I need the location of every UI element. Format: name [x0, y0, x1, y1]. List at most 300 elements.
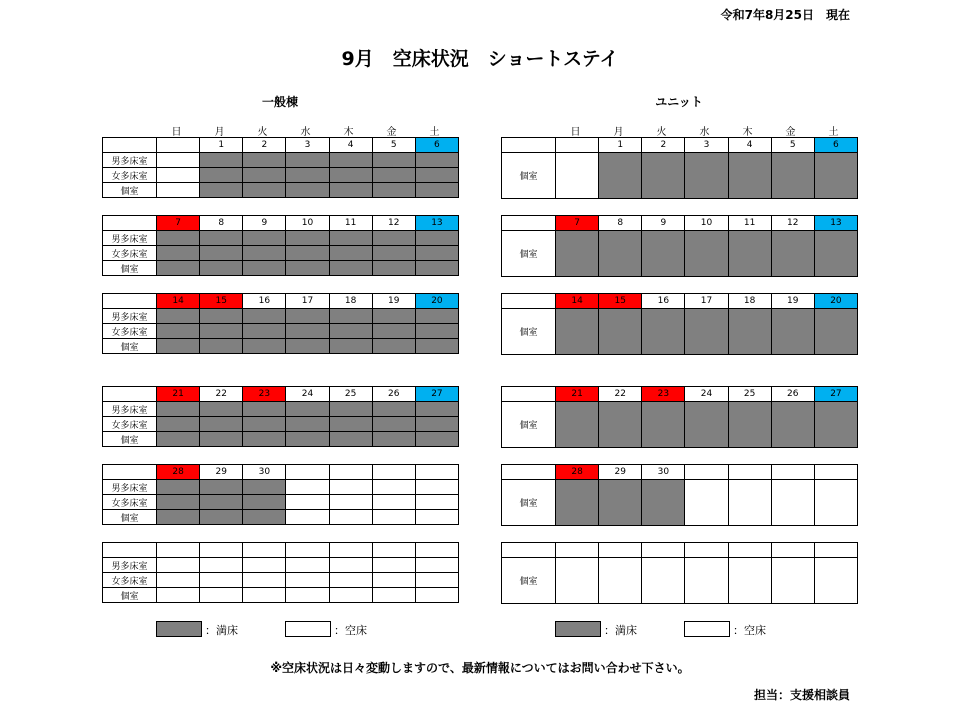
- legend-full-label: ：満床: [205, 624, 238, 637]
- room-type-label: 個室: [502, 231, 556, 277]
- room-type-label: 個室: [103, 510, 157, 525]
- date-cell: 5: [372, 138, 415, 153]
- unit-weekday-4: 木: [742, 127, 753, 138]
- date-cell: [556, 543, 599, 558]
- occupancy-cell-full: [286, 402, 329, 417]
- occupancy-cell-empty: [556, 558, 599, 604]
- date-cell: 18: [329, 294, 372, 309]
- current-date: 令和7年8月25日 現在: [720, 8, 850, 22]
- occupancy-cell-full: [200, 480, 243, 495]
- general-ward-title: 一般棟: [261, 95, 298, 109]
- occupancy-cell-empty: [243, 573, 286, 588]
- occupancy-cell-empty: [685, 480, 728, 526]
- date-cell: [642, 543, 685, 558]
- unit-weekday-1: 月: [613, 127, 624, 138]
- date-cell: [599, 543, 642, 558]
- occupancy-cell-empty: [814, 558, 857, 604]
- occupancy-cell-full: [329, 246, 372, 261]
- date-cell: 3: [286, 138, 329, 153]
- date-cell: 22: [599, 387, 642, 402]
- occupancy-cell-empty: [771, 480, 814, 526]
- date-cell: 12: [372, 216, 415, 231]
- date-cell: 9: [243, 216, 286, 231]
- date-cell: 13: [415, 216, 458, 231]
- date-row-label: [103, 465, 157, 480]
- occupancy-cell-full: [200, 510, 243, 525]
- occupancy-cell-empty: [556, 153, 599, 199]
- room-type-label: 男多床室: [103, 558, 157, 573]
- occupancy-cell-full: [814, 231, 857, 277]
- date-cell: [200, 543, 243, 558]
- date-cell: 21: [556, 387, 599, 402]
- date-cell: 19: [372, 294, 415, 309]
- occupancy-cell-empty: [599, 558, 642, 604]
- notice-text: ※空床状況は日々変動しますので、最新情報についてはお問い合わせ下さい。: [270, 661, 690, 675]
- general-weekday-4: 木: [343, 127, 354, 138]
- occupancy-cell-full: [771, 402, 814, 448]
- room-type-label: 個室: [103, 588, 157, 603]
- occupancy-cell-full: [728, 309, 771, 355]
- occupancy-cell-empty: [415, 558, 458, 573]
- occupancy-cell-full: [556, 402, 599, 448]
- date-cell: 16: [642, 294, 685, 309]
- date-row-label: [103, 387, 157, 402]
- date-cell: 14: [556, 294, 599, 309]
- unit-weekday-6: 土: [828, 127, 839, 138]
- date-cell: 20: [415, 294, 458, 309]
- general-weekday-2: 火: [257, 127, 268, 138]
- unit-week-5-table: [501, 464, 858, 526]
- occupancy-cell-full: [642, 402, 685, 448]
- date-cell: 24: [286, 387, 329, 402]
- occupancy-cell-full: [286, 339, 329, 354]
- occupancy-cell-full: [200, 231, 243, 246]
- occupancy-cell-full: [286, 183, 329, 198]
- occupancy-cell-full: [599, 480, 642, 526]
- general-week-4-table: [102, 386, 459, 447]
- date-cell: [329, 543, 372, 558]
- date-cell: 25: [728, 387, 771, 402]
- occupancy-cell-full: [814, 402, 857, 448]
- unit-ward-title: ユニット: [655, 95, 703, 109]
- occupancy-cell-full: [372, 309, 415, 324]
- occupancy-cell-full: [157, 480, 200, 495]
- occupancy-cell-full: [556, 231, 599, 277]
- occupancy-cell-full: [415, 417, 458, 432]
- occupancy-cell-full: [415, 432, 458, 447]
- date-cell: 19: [771, 294, 814, 309]
- room-type-label: 個室: [502, 480, 556, 526]
- date-cell: 29: [599, 465, 642, 480]
- occupancy-cell-full: [814, 309, 857, 355]
- occupancy-cell-full: [329, 402, 372, 417]
- date-cell: 2: [243, 138, 286, 153]
- date-row-label: [103, 294, 157, 309]
- date-cell: 30: [243, 465, 286, 480]
- occupancy-cell-full: [372, 432, 415, 447]
- date-cell: [157, 543, 200, 558]
- room-type-label: 個室: [103, 339, 157, 354]
- occupancy-cell-empty: [286, 558, 329, 573]
- occupancy-cell-full: [286, 324, 329, 339]
- unit-week-3-table: [501, 293, 858, 355]
- occupancy-cell-empty: [200, 588, 243, 603]
- date-cell: 25: [329, 387, 372, 402]
- date-cell: 8: [200, 216, 243, 231]
- occupancy-cell-full: [685, 402, 728, 448]
- general-week-1-table: [102, 137, 459, 198]
- date-cell: 4: [728, 138, 771, 153]
- room-type-label: 男多床室: [103, 153, 157, 168]
- date-cell: 28: [556, 465, 599, 480]
- date-cell: 18: [728, 294, 771, 309]
- occupancy-cell-empty: [200, 558, 243, 573]
- room-type-label: 女多床室: [103, 495, 157, 510]
- occupancy-cell-full: [685, 153, 728, 199]
- occupancy-cell-empty: [415, 480, 458, 495]
- room-type-label: 女多床室: [103, 417, 157, 432]
- occupancy-cell-empty: [243, 558, 286, 573]
- occupancy-cell-empty: [286, 573, 329, 588]
- date-cell: 26: [372, 387, 415, 402]
- occupancy-cell-full: [243, 417, 286, 432]
- occupancy-cell-full: [415, 261, 458, 276]
- occupancy-cell-full: [728, 153, 771, 199]
- occupancy-cell-empty: [642, 558, 685, 604]
- unit-legend-empty-label: ：空床: [733, 624, 766, 637]
- date-row-label: [502, 294, 556, 309]
- occupancy-cell-full: [599, 402, 642, 448]
- general-weekday-1: 月: [214, 127, 225, 138]
- occupancy-cell-empty: [329, 480, 372, 495]
- occupancy-cell-empty: [286, 588, 329, 603]
- date-cell: 13: [814, 216, 857, 231]
- date-cell: [728, 543, 771, 558]
- occupancy-cell-full: [415, 231, 458, 246]
- occupancy-cell-empty: [372, 480, 415, 495]
- date-cell: 20: [814, 294, 857, 309]
- occupancy-cell-full: [329, 309, 372, 324]
- occupancy-cell-empty: [415, 588, 458, 603]
- occupancy-cell-full: [243, 183, 286, 198]
- occupancy-cell-full: [372, 183, 415, 198]
- date-cell: [728, 465, 771, 480]
- date-cell: [372, 465, 415, 480]
- room-type-label: 個室: [103, 183, 157, 198]
- occupancy-cell-full: [157, 510, 200, 525]
- legend-empty-label: ：空床: [334, 624, 367, 637]
- occupancy-cell-full: [157, 261, 200, 276]
- date-cell: [286, 543, 329, 558]
- occupancy-cell-full: [157, 495, 200, 510]
- date-cell: 2: [642, 138, 685, 153]
- occupancy-cell-full: [286, 168, 329, 183]
- unit-legend-full-swatch: [555, 621, 601, 637]
- date-row-label: [103, 216, 157, 231]
- date-cell: 27: [814, 387, 857, 402]
- room-type-label: 個室: [502, 153, 556, 199]
- occupancy-cell-full: [243, 309, 286, 324]
- occupancy-cell-full: [157, 324, 200, 339]
- date-row-label: [103, 138, 157, 153]
- occupancy-cell-full: [814, 153, 857, 199]
- occupancy-cell-full: [329, 324, 372, 339]
- occupancy-cell-full: [157, 339, 200, 354]
- date-cell: 30: [642, 465, 685, 480]
- date-cell: 23: [642, 387, 685, 402]
- occupancy-cell-full: [415, 183, 458, 198]
- date-cell: 22: [200, 387, 243, 402]
- occupancy-cell-empty: [415, 510, 458, 525]
- occupancy-cell-full: [200, 324, 243, 339]
- occupancy-cell-empty: [329, 588, 372, 603]
- general-week-5-table: [102, 464, 459, 525]
- occupancy-cell-full: [286, 417, 329, 432]
- date-row-label: [103, 543, 157, 558]
- date-cell: [415, 543, 458, 558]
- date-cell: 7: [157, 216, 200, 231]
- occupancy-cell-full: [286, 261, 329, 276]
- date-cell: 26: [771, 387, 814, 402]
- occupancy-cell-full: [200, 183, 243, 198]
- date-cell: 1: [599, 138, 642, 153]
- date-cell: 11: [728, 216, 771, 231]
- occupancy-cell-full: [243, 168, 286, 183]
- date-cell: 27: [415, 387, 458, 402]
- occupancy-cell-full: [243, 231, 286, 246]
- date-row-label: [502, 387, 556, 402]
- occupancy-cell-full: [415, 309, 458, 324]
- occupancy-cell-full: [157, 417, 200, 432]
- occupancy-cell-full: [415, 153, 458, 168]
- room-type-label: 女多床室: [103, 246, 157, 261]
- occupancy-cell-empty: [329, 558, 372, 573]
- occupancy-cell-full: [286, 231, 329, 246]
- occupancy-cell-full: [372, 324, 415, 339]
- occupancy-cell-empty: [372, 510, 415, 525]
- date-cell: 3: [685, 138, 728, 153]
- occupancy-cell-empty: [685, 558, 728, 604]
- date-cell: 8: [599, 216, 642, 231]
- occupancy-cell-full: [685, 231, 728, 277]
- unit-weekday-0: 日: [570, 127, 581, 138]
- unit-legend-empty-swatch: [684, 621, 730, 637]
- occupancy-cell-full: [329, 168, 372, 183]
- occupancy-cell-full: [243, 261, 286, 276]
- occupancy-cell-full: [243, 480, 286, 495]
- occupancy-cell-full: [243, 402, 286, 417]
- date-cell: 1: [200, 138, 243, 153]
- occupancy-cell-empty: [814, 480, 857, 526]
- occupancy-cell-empty: [329, 510, 372, 525]
- date-row-label: [502, 465, 556, 480]
- occupancy-cell-empty: [286, 480, 329, 495]
- date-cell: 16: [243, 294, 286, 309]
- page-title: 9月 空床状況 ショートステイ: [341, 48, 619, 70]
- unit-week-6-table: [501, 542, 858, 604]
- occupancy-cell-full: [599, 153, 642, 199]
- occupancy-cell-full: [243, 510, 286, 525]
- date-cell: 6: [814, 138, 857, 153]
- date-row-label: [502, 138, 556, 153]
- occupancy-cell-full: [243, 153, 286, 168]
- occupancy-cell-full: [415, 246, 458, 261]
- room-type-label: 女多床室: [103, 573, 157, 588]
- date-cell: [685, 465, 728, 480]
- general-weekday-3: 水: [300, 127, 311, 138]
- unit-weekday-2: 火: [656, 127, 667, 138]
- date-cell: [157, 138, 200, 153]
- occupancy-cell-full: [243, 339, 286, 354]
- occupancy-cell-full: [200, 246, 243, 261]
- occupancy-cell-full: [415, 168, 458, 183]
- occupancy-cell-full: [243, 432, 286, 447]
- date-cell: 24: [685, 387, 728, 402]
- room-type-label: 男多床室: [103, 480, 157, 495]
- occupancy-cell-full: [200, 432, 243, 447]
- date-cell: [372, 543, 415, 558]
- occupancy-cell-full: [556, 309, 599, 355]
- occupancy-cell-full: [599, 309, 642, 355]
- unit-week-4-table: [501, 386, 858, 448]
- date-cell: 10: [286, 216, 329, 231]
- occupancy-cell-empty: [200, 573, 243, 588]
- occupancy-cell-empty: [372, 495, 415, 510]
- occupancy-cell-full: [642, 309, 685, 355]
- date-cell: [415, 465, 458, 480]
- room-type-label: 個室: [502, 558, 556, 604]
- occupancy-cell-full: [372, 402, 415, 417]
- room-type-label: 男多床室: [103, 309, 157, 324]
- date-cell: 17: [286, 294, 329, 309]
- date-cell: 14: [157, 294, 200, 309]
- occupancy-cell-full: [728, 402, 771, 448]
- room-type-label: 個室: [502, 309, 556, 355]
- occupancy-cell-full: [286, 309, 329, 324]
- date-row-label: [502, 216, 556, 231]
- occupancy-cell-empty: [415, 573, 458, 588]
- room-type-label: 個室: [502, 402, 556, 448]
- date-cell: 10: [685, 216, 728, 231]
- occupancy-cell-full: [685, 309, 728, 355]
- occupancy-cell-full: [200, 402, 243, 417]
- occupancy-cell-full: [556, 480, 599, 526]
- occupancy-cell-empty: [728, 480, 771, 526]
- legend-full-swatch: [156, 621, 202, 637]
- room-type-label: 男多床室: [103, 402, 157, 417]
- general-weekday-6: 土: [429, 127, 440, 138]
- occupancy-cell-empty: [157, 183, 200, 198]
- occupancy-cell-full: [415, 324, 458, 339]
- occupancy-cell-full: [200, 495, 243, 510]
- occupancy-cell-full: [157, 432, 200, 447]
- room-type-label: 女多床室: [103, 168, 157, 183]
- room-type-label: 個室: [103, 261, 157, 276]
- occupancy-cell-full: [157, 402, 200, 417]
- occupancy-cell-full: [771, 309, 814, 355]
- occupancy-cell-full: [372, 153, 415, 168]
- date-cell: 5: [771, 138, 814, 153]
- occupancy-cell-full: [415, 339, 458, 354]
- contact-person: 担当：支援相談員: [753, 688, 850, 702]
- room-type-label: 男多床室: [103, 231, 157, 246]
- date-cell: 4: [329, 138, 372, 153]
- general-week-6-table: [102, 542, 459, 603]
- occupancy-cell-full: [642, 231, 685, 277]
- general-week-2-table: [102, 215, 459, 276]
- occupancy-cell-empty: [372, 558, 415, 573]
- occupancy-cell-full: [771, 231, 814, 277]
- occupancy-cell-full: [286, 432, 329, 447]
- occupancy-cell-full: [329, 261, 372, 276]
- occupancy-cell-empty: [157, 573, 200, 588]
- occupancy-cell-empty: [771, 558, 814, 604]
- occupancy-cell-empty: [157, 588, 200, 603]
- date-cell: 6: [415, 138, 458, 153]
- room-type-label: 個室: [103, 432, 157, 447]
- occupancy-cell-full: [642, 153, 685, 199]
- date-row-label: [502, 543, 556, 558]
- date-cell: [286, 465, 329, 480]
- occupancy-cell-full: [243, 495, 286, 510]
- occupancy-cell-empty: [157, 153, 200, 168]
- date-cell: [329, 465, 372, 480]
- occupancy-cell-full: [372, 246, 415, 261]
- occupancy-cell-full: [157, 231, 200, 246]
- date-cell: 7: [556, 216, 599, 231]
- date-cell: 23: [243, 387, 286, 402]
- occupancy-cell-full: [286, 153, 329, 168]
- occupancy-cell-full: [329, 339, 372, 354]
- occupancy-cell-full: [157, 246, 200, 261]
- occupancy-cell-full: [372, 231, 415, 246]
- occupancy-cell-full: [200, 417, 243, 432]
- occupancy-cell-empty: [329, 573, 372, 588]
- occupancy-cell-full: [728, 231, 771, 277]
- legend-empty-swatch: [285, 621, 331, 637]
- occupancy-cell-empty: [157, 558, 200, 573]
- date-cell: 21: [157, 387, 200, 402]
- occupancy-cell-empty: [415, 495, 458, 510]
- occupancy-cell-full: [243, 324, 286, 339]
- occupancy-cell-full: [599, 231, 642, 277]
- occupancy-cell-full: [200, 153, 243, 168]
- occupancy-cell-full: [243, 246, 286, 261]
- date-cell: 17: [685, 294, 728, 309]
- occupancy-cell-full: [200, 309, 243, 324]
- date-cell: [814, 465, 857, 480]
- occupancy-cell-full: [415, 402, 458, 417]
- unit-weekday-5: 金: [785, 127, 796, 138]
- occupancy-cell-full: [200, 339, 243, 354]
- occupancy-cell-empty: [728, 558, 771, 604]
- unit-week-2-table: [501, 215, 858, 277]
- occupancy-cell-full: [329, 417, 372, 432]
- date-cell: 28: [157, 465, 200, 480]
- occupancy-cell-empty: [329, 495, 372, 510]
- date-cell: [814, 543, 857, 558]
- general-week-3-table: [102, 293, 459, 354]
- occupancy-cell-full: [329, 153, 372, 168]
- occupancy-cell-full: [329, 231, 372, 246]
- occupancy-cell-full: [286, 246, 329, 261]
- occupancy-cell-empty: [372, 588, 415, 603]
- date-cell: [771, 465, 814, 480]
- occupancy-cell-empty: [372, 573, 415, 588]
- unit-week-1-table: [501, 137, 858, 199]
- room-type-label: 女多床室: [103, 324, 157, 339]
- general-weekday-5: 金: [386, 127, 397, 138]
